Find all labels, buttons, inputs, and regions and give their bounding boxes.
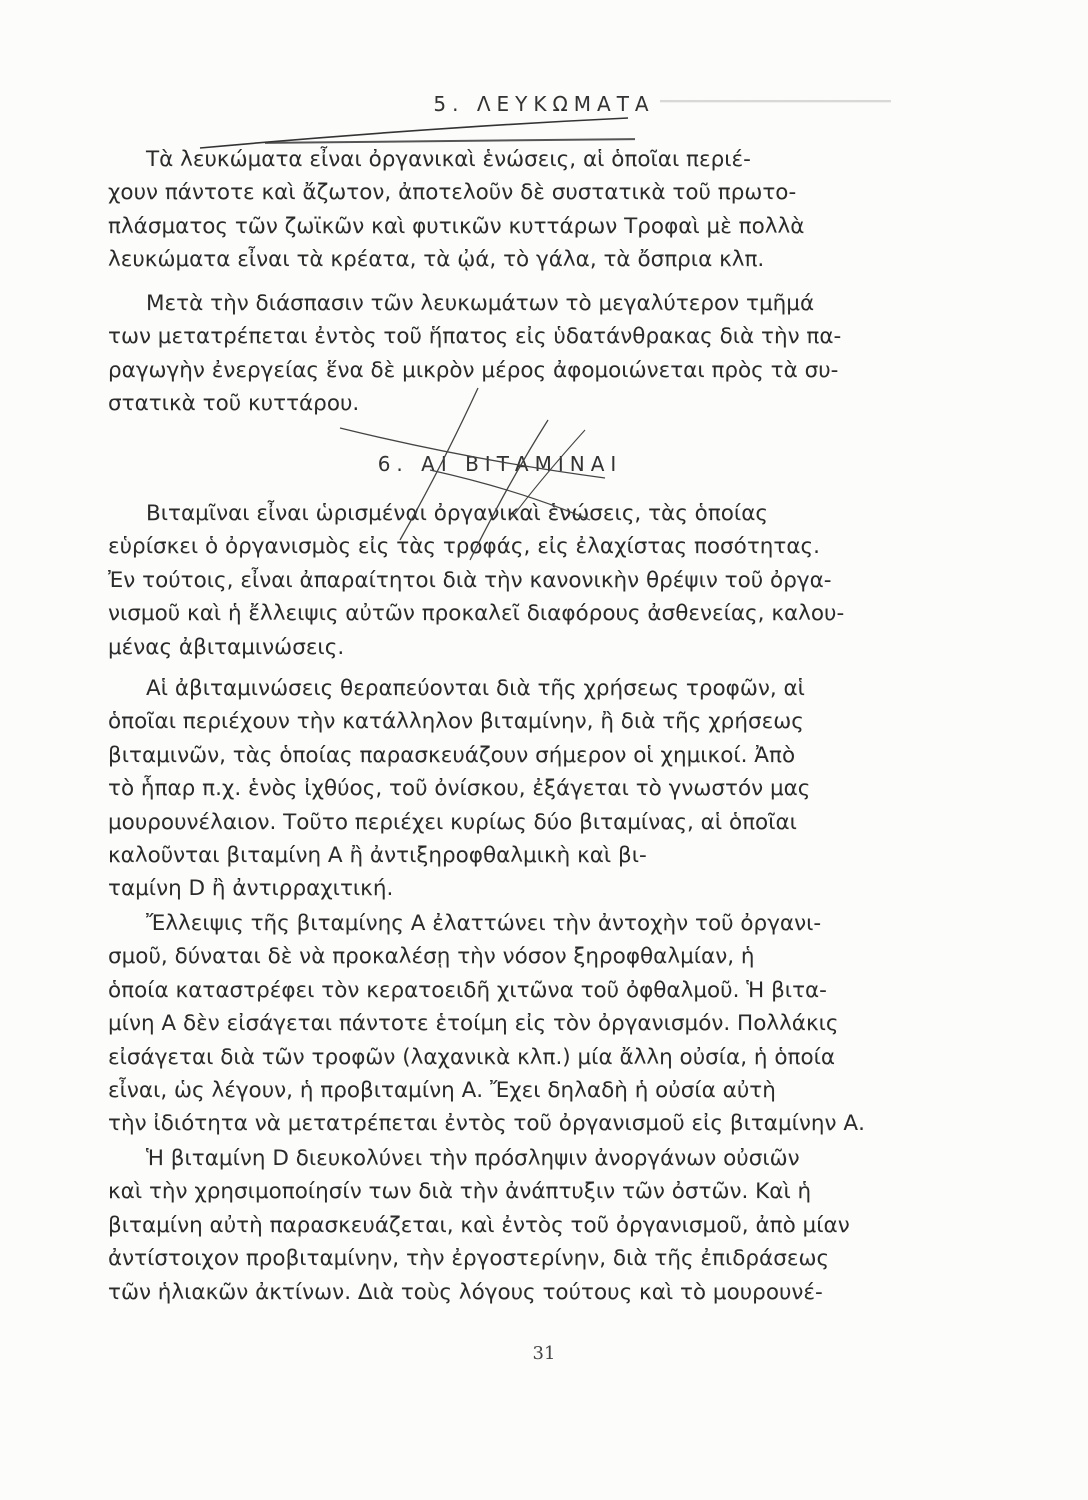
text-line: βιταμινῶν, τὰς ὁποίας παρασκευάζουν σήμερον οἱ χημικοί. Ἀπὸ [108, 742, 796, 768]
text-line: ραγωγὴν ἐνεργείας ἕνα δὲ μικρὸν μέρος ἀφομοιώνεται πρὸς τὰ συ- [108, 357, 839, 383]
text-line: χουν πάντοτε καὶ ἄζωτον, ἀποτελοῦν δὲ συστατικὰ τοῦ πρωτο- [108, 180, 797, 206]
bleed-through-texture: ▔▔▔▔▔▔▔▔▔▔▔▔▔▔▔▔▔▔▔▔ [660, 100, 891, 118]
text-line: εἰσάγεται διὰ τῶν τροφῶν (λαχανικὰ κλπ.) μία ἄλλη οὐσία, ἡ ὁποία [108, 1044, 836, 1070]
text-line: Αἱ ἀβιταμινώσεις θεραπεύονται διὰ τῆς χρήσεως τροφῶν, αἱ [146, 676, 805, 701]
text-line: λευκώματα εἶναι τὰ κρέατα, τὰ ᾠά, τὸ γάλα, τὰ ὄσπρια κλπ. [108, 247, 765, 273]
text-line: των μετατρέπεται ἐντὸς τοῦ ἥπατος εἰς ὑδατάνθρακας διὰ τὴν πα- [108, 324, 842, 350]
paragraph-proteins-metabolism [108, 287, 968, 421]
text-line: τὸ ἧπαρ π.χ. ἑνὸς ἰχθύος, τοῦ ὀνίσκου, ἐξάγεται τὸ γνωστόν μας [108, 776, 811, 802]
text-line: μένας ἀβιταμινώσεις. [108, 634, 345, 660]
paragraph-proteins-definition [108, 143, 968, 277]
text-line: ὁποία καταστρέφει τὸν κερατοειδῆ χιτῶνα τοῦ ὀφθαλμοῦ. Ἡ βιτα- [108, 977, 827, 1003]
text-line: καλοῦνται βιταμίνη Α ἢ ἀντιξηροφθαλμικὴ καὶ βι- [108, 843, 647, 869]
text-line: καὶ τὴν χρησιμοποίησίν των διὰ τὴν ἀνάπτυξιν τῶν ὀστῶν. Καὶ ἡ [108, 1179, 812, 1205]
text-line: ὁποῖαι περιέχουν τὴν κατάλληλον βιταμίνην, ἢ διὰ τῆς χρήσεως [108, 709, 804, 735]
text-line: τὴν ἰδιότητα νὰ μετατρέπεται ἐντὸς τοῦ ὀργανισμοῦ εἰς βιταμίνην Α. [108, 1111, 865, 1137]
text-line: τῶν ἡλιακῶν ἀκτίνων. Διὰ τοὺς λόγους τούτους καὶ τὸ μουρουνέ- [108, 1279, 823, 1305]
paragraph-vitamin-a [108, 907, 968, 1141]
text-line: Βιταμῖναι εἶναι ὡρισμέναι ὀργανικαὶ ἑνώσεις, τὰς ὁποίας [146, 501, 768, 526]
text-line: μίνη Α δὲν εἰσάγεται πάντοτε ἑτοίμη εἰς τὸν ὀργανισμόν. Πολλάκις [108, 1011, 839, 1037]
text-line: ἀντίστοιχον προβιταμίνην, τὴν ἐργοστερίνην, διὰ τῆς ἐπιδράσεως [108, 1246, 830, 1272]
text-line: εὑρίσκει ὁ ὀργανισμὸς εἰς τὰς τροφάς, εἰς ἐλαχίστας ποσότητας. [108, 534, 820, 560]
paragraph-avitaminosis-treatment [108, 672, 968, 906]
text-line: σμοῦ, δύναται δὲ νὰ προκαλέσῃ τὴν νόσον ξηροφθαλμίαν, ἡ [108, 944, 755, 970]
text-line: Μετὰ τὴν διάσπασιν τῶν λευκωμάτων τὸ μεγαλύτερον τμῆμά [146, 291, 815, 316]
text-line: εἶναι, ὡς λέγουν, ἡ προβιταμίνη Α. Ἔχει δηλαδὴ ἡ οὐσία αὐτὴ [108, 1078, 776, 1104]
text-line: μουρουνέλαιον. Τοῦτο περιέχει κυρίως δύο βιταμίνας, αἱ ὁποῖαι [108, 809, 797, 835]
text-line: Ἐν τούτοις, εἶναι ἀπαραίτητοι διὰ τὴν κανονικὴν θρέψιν τοῦ ὀργα- [108, 567, 832, 593]
page-number: 31 [532, 1343, 556, 1364]
text-line: νισμοῦ καὶ ἡ ἔλλειψις αὐτῶν προκαλεῖ διαφόρους ἀσθενείας, καλου- [108, 601, 845, 627]
section-heading-proteins: 5. ΛΕΥΚΩΜΑΤΑ [433, 92, 655, 116]
paragraph-vitamins-definition [108, 497, 968, 664]
text-line: στατικὰ τοῦ κυττάρου. [108, 391, 360, 417]
text-line: πλάσματος τῶν ζωϊκῶν καὶ φυτικῶν κυττάρων Τροφαὶ μὲ πολλὰ [108, 213, 805, 239]
text-line: ταμίνη D ἢ ἀντιρραχιτική. [108, 876, 394, 902]
text-line: Ἡ βιταμίνη D διευκολύνει τὴν πρόσληψιν ἀνοργάνων οὐσιῶν [146, 1146, 800, 1171]
text-line: Τὰ λευκώματα εἶναι ὀργανικαὶ ἑνώσεις, αἱ ὁποῖαι περιέ- [146, 147, 751, 172]
paragraph-vitamin-d [108, 1142, 968, 1309]
text-line: Ἔλλειψις τῆς βιταμίνης Α ἐλαττώνει τὴν ἀντοχὴν τοῦ ὀργανι- [146, 911, 822, 936]
text-line: βιταμίνη αὐτὴ παρασκευάζεται, καὶ ἐντὸς τοῦ ὀργανισμοῦ, ἀπὸ μίαν [108, 1212, 850, 1238]
section-heading-vitamins: 6. ΑΙ ΒΙΤΑΜΙΝΑΙ [377, 452, 623, 476]
